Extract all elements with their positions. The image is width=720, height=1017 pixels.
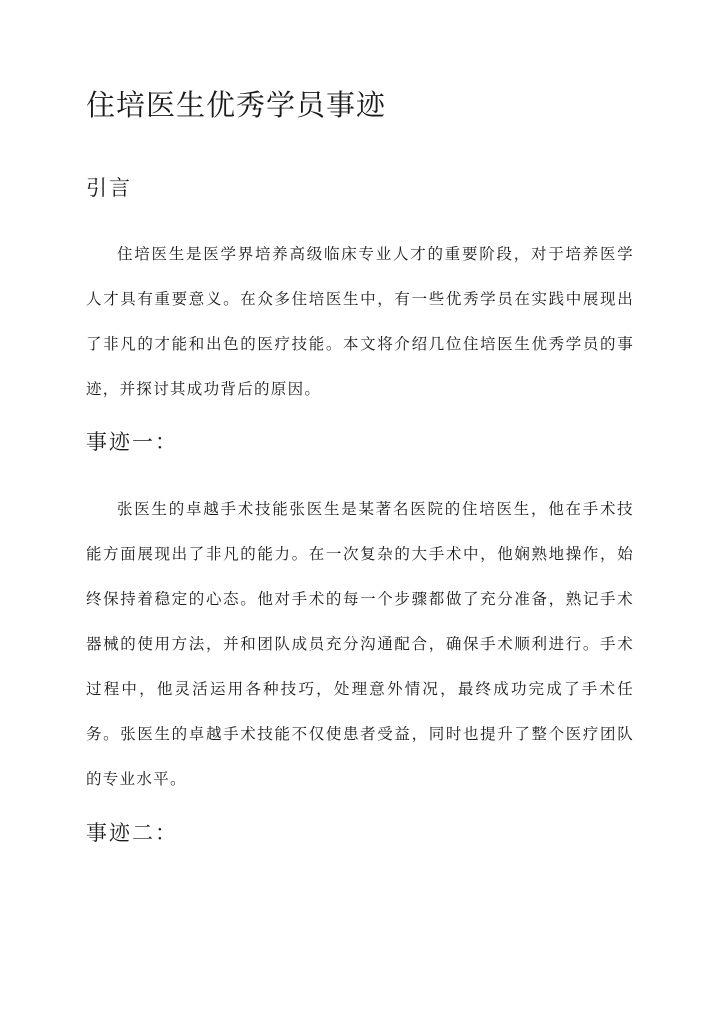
section-heading-story-two: 事迹二： bbox=[86, 821, 178, 845]
document-title: 住培医生优秀学员事迹 bbox=[86, 88, 387, 122]
section-heading-introduction: 引言 bbox=[86, 176, 132, 200]
section-heading-story-one: 事迹一： bbox=[86, 430, 178, 454]
section-paragraph-introduction: 住培医生是医学界培养高级临床专业人才的重要阶段，对于培养医学人才具有重要意义。在众多住培医生中，有一些优秀学员在实践中展现出了非凡的才能和出色的医疗技能。本文将介绍几位住培医生优秀学员的事迹，并探讨其成功背后的原因。 bbox=[86, 245, 634, 398]
section-paragraph-story-one: 张医生的卓越手术技能张医生是某著名医院的住培医生，他在手术技能方面展现出了非凡的能力。在一次复杂的大手术中，他娴熟地操作，始终保持着稳定的心态。他对手术的每一个步骤都做了充分准备，熟记手术器械的使用方法，并和团队成员充分沟通配合，确保手术顺利进行。手术过程中，他灵活运用各种技巧，处理意外情况，最终成功完成了手术任务。张医生的卓越手术技能不仅使患者受益，同时也提升了整个医疗团队的专业水平。 bbox=[86, 500, 634, 788]
